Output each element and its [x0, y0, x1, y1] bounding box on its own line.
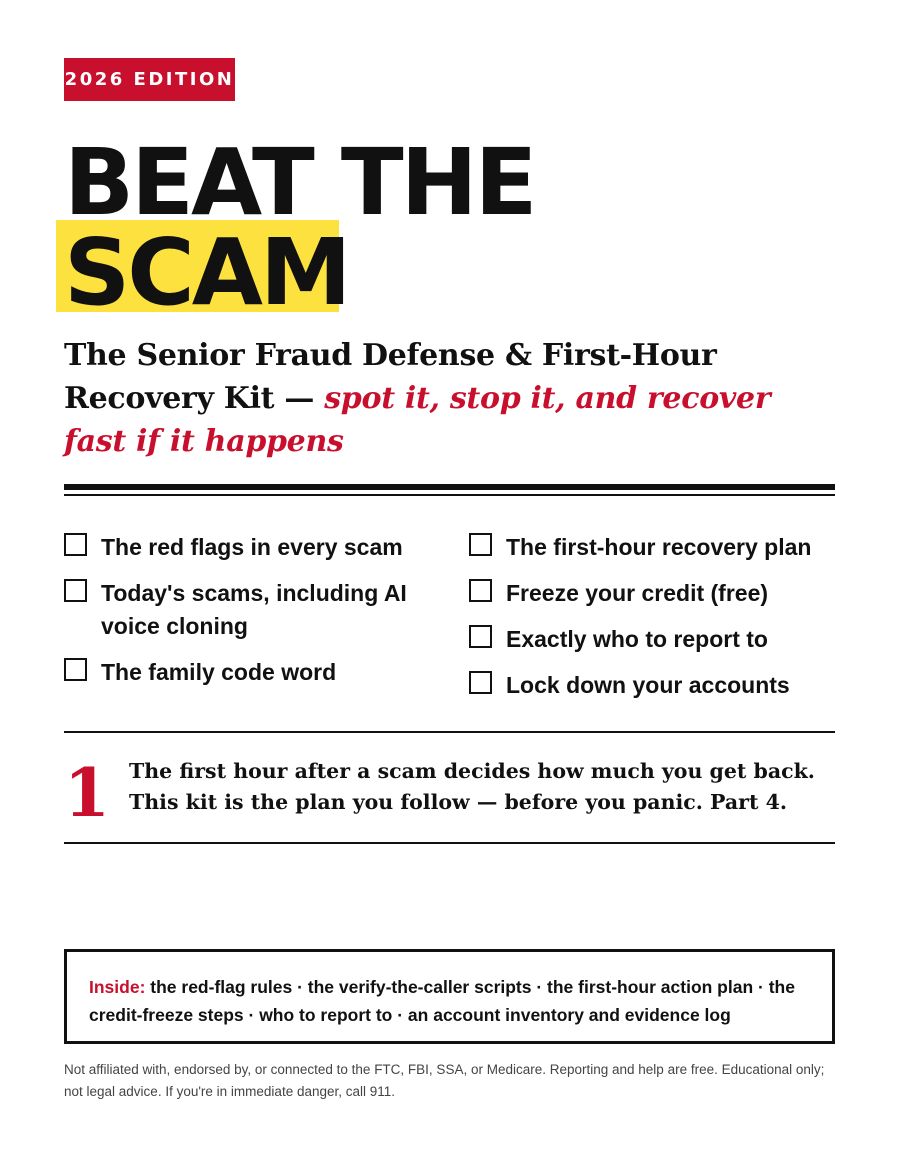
checklist-item[interactable] — [64, 577, 444, 643]
checklist-item-label: Today's scams, including AI voice cloning — [101, 580, 407, 639]
checkbox[interactable] — [469, 533, 492, 556]
inside-contents: the red-flag rules · the verify-the-caller scripts · the first-hour action plan · the credit-freeze steps · who to report to · an account inventory and evidence log — [89, 977, 795, 1025]
checklist-item[interactable] — [469, 531, 849, 564]
subtitle-accent: spot it, stop it, and recover fast if it happens — [64, 381, 771, 459]
subtitle — [64, 334, 804, 463]
checkbox[interactable] — [64, 533, 87, 556]
disclaimer: Not affiliated with, endorsed by, or connected to the FTC, FBI, SSA, or Medicare. Reporting and help are free. Educational only; not legal advice. If you're in immediate danger, call 911. — [64, 1062, 825, 1099]
checklist-item-label: Freeze your credit (free) — [506, 580, 769, 606]
checklist-item[interactable] — [64, 656, 444, 689]
checkbox[interactable] — [469, 625, 492, 648]
checklist-item-label: The red flags in every scam — [101, 534, 403, 560]
callout-text: The first hour after a scam decides how much you get back. This kit is the plan you follow — before you panic. Part 4. — [129, 759, 815, 814]
checkbox[interactable] — [64, 579, 87, 602]
checklist-item[interactable] — [469, 669, 849, 702]
title-line-1: BEAT THE — [64, 129, 535, 236]
callout-divider-bottom — [64, 842, 835, 844]
checklist-item-label: The family code word — [101, 659, 337, 685]
inside-text — [89, 973, 812, 1029]
checklist-item[interactable] — [469, 623, 849, 656]
checklist-right — [469, 531, 849, 715]
section-divider-thin — [64, 494, 835, 496]
edition-badge: 2026 EDITION — [64, 58, 235, 101]
callout-divider-top — [64, 731, 835, 733]
subtitle-main: The Senior Fraud Defense & First-Hour Recovery Kit — — [64, 338, 717, 416]
callout-number: 1 — [64, 754, 110, 832]
checkbox[interactable] — [64, 658, 87, 681]
inside-box — [64, 949, 835, 1044]
inside-label: Inside: — [89, 977, 146, 997]
checkbox[interactable] — [469, 579, 492, 602]
checklist-item[interactable] — [469, 577, 849, 610]
checklist-item-label: The first-hour recovery plan — [506, 534, 812, 560]
checklist-item-label: Lock down your accounts — [506, 672, 790, 698]
checklist-item[interactable] — [64, 531, 444, 564]
checklist-item-label: Exactly who to report to — [506, 626, 768, 652]
checklist-left — [64, 531, 444, 702]
title-line-2: SCAM — [64, 219, 349, 326]
section-divider-thick — [64, 484, 835, 490]
checkbox[interactable] — [469, 671, 492, 694]
